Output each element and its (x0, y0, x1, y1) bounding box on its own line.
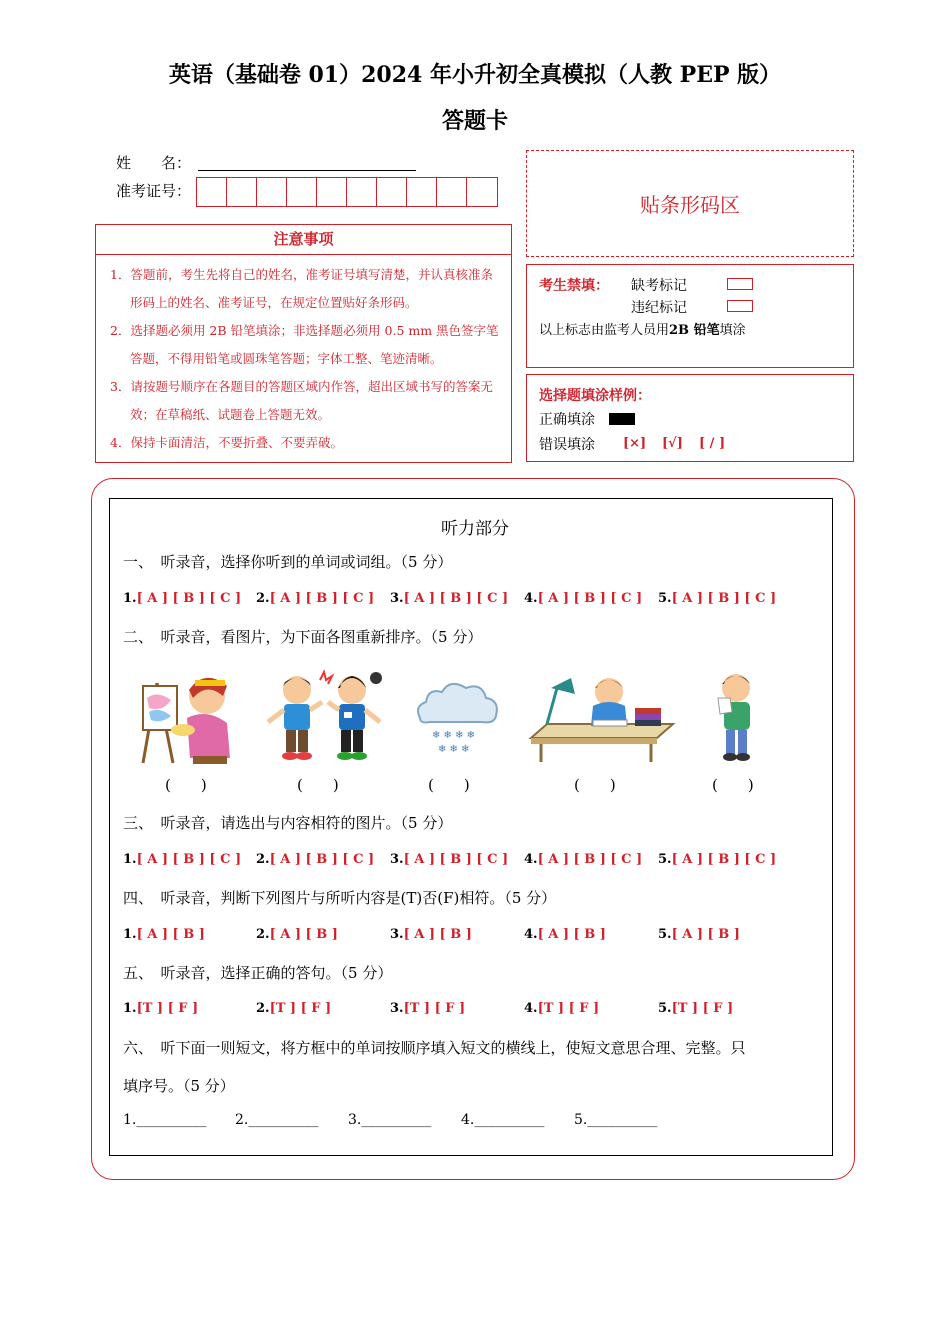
blank-answer-3[interactable]: 3.__________ (348, 1112, 432, 1128)
id-digit-box[interactable] (467, 178, 497, 206)
notice-item: 2．选择题必须用 2B 铅笔填涂；非选择题必须用 0.5 mm 黑色签字笔答题，不得用铅笔或圆珠笔答题；字体工整、笔迹清晰。 (110, 323, 499, 366)
notice-title: 注意事项 (96, 225, 511, 255)
page-title: 英语（基础卷 01）2024 年小升初全真模拟（人教 PEP 版） (168, 62, 782, 88)
name-field[interactable] (198, 170, 416, 171)
q4-4-options[interactable]: 4.[ A ] [ B ] (524, 927, 606, 942)
id-digit-box[interactable] (197, 178, 227, 206)
wrong-mark: [ / ] (699, 436, 726, 451)
barcode-area (526, 150, 854, 257)
id-label: 准考证号： (116, 182, 192, 200)
section-3-title: 三、 听录音，请选出与内容相符的图片。（5 分） (123, 814, 453, 832)
q3-2-options[interactable]: 2.[ A ] [ B ] [ C ] (256, 852, 375, 867)
page-subtitle: 答题卡 (441, 108, 508, 134)
absent-label: 缺考标记 (631, 278, 687, 294)
violation-label: 违纪标记 (631, 300, 687, 316)
order-answer-4[interactable]: ( ) (574, 776, 616, 794)
svg-text:❄ ❄ ❄ ❄: ❄ ❄ ❄ ❄ (432, 730, 476, 741)
id-digit-box[interactable] (347, 178, 377, 206)
candidate-label: 考生禁填： (539, 278, 609, 294)
wrong-label: 错误填涂 (539, 437, 595, 453)
notice-item: 4．保持卡面清洁，不要折叠、不要弄破。 (110, 435, 343, 450)
q3-4-options[interactable]: 4.[ A ] [ B ] [ C ] (524, 852, 643, 867)
q4-1-options[interactable]: 1.[ A ] [ B ] (123, 927, 205, 942)
wrong-mark: [×] (623, 436, 647, 451)
q1-2-options[interactable]: 2.[ A ] [ B ] [ C ] (256, 591, 375, 606)
violation-checkbox[interactable] (727, 300, 753, 312)
order-answer-5[interactable]: ( ) (712, 776, 754, 794)
name-label: 姓 名： (116, 154, 192, 172)
painting-picture (135, 668, 240, 768)
blank-answer-5[interactable]: 5.__________ (574, 1112, 658, 1128)
q3-1-options[interactable]: 1.[ A ] [ B ] [ C ] (123, 852, 242, 867)
q1-5-options[interactable]: 5.[ A ] [ B ] [ C ] (658, 591, 777, 606)
q5-5-options[interactable]: 5.[T ] [ F ] (658, 1001, 734, 1016)
wrong-mark: [√] (662, 436, 683, 451)
q5-2-options[interactable]: 2.[T ] [ F ] (256, 1001, 332, 1016)
order-answer-1[interactable]: ( ) (165, 776, 207, 794)
candidate-note-post: 填涂 (719, 323, 746, 338)
q5-1-options[interactable]: 1.[T ] [ F ] (123, 1001, 199, 1016)
svg-text:❄ ❄ ❄: ❄ ❄ ❄ (438, 744, 470, 755)
candidate-box (526, 264, 854, 368)
id-digit-box[interactable] (287, 178, 317, 206)
section-5-title: 五、 听录音，选择正确的答句。（5 分） (123, 964, 393, 982)
id-digit-box[interactable] (377, 178, 407, 206)
q1-1-options[interactable]: 1.[ A ] [ B ] [ C ] (123, 591, 242, 606)
q1-4-options[interactable]: 4.[ A ] [ B ] [ C ] (524, 591, 643, 606)
section-4-title: 四、 听录音，判断下列图片与所听内容是(T)否(F)相符。（5 分） (123, 889, 557, 907)
order-answer-2[interactable]: ( ) (297, 776, 339, 794)
order-answer-3[interactable]: ( ) (428, 776, 470, 794)
studying-picture (527, 668, 677, 764)
id-digit-box[interactable] (317, 178, 347, 206)
q1-3-options[interactable]: 3.[ A ] [ B ] [ C ] (390, 591, 509, 606)
section-6-title: 六、 听下面一则短文，将方框中的单词按顺序填入短文的横线上，使短文意思合理、完整。只 (123, 1039, 746, 1057)
blank-answer-2[interactable]: 2.__________ (235, 1112, 319, 1128)
section-6-title-cont: 填序号。（5 分） (123, 1077, 235, 1095)
correct-label: 正确填涂 (539, 412, 595, 428)
fill-sample-box (526, 374, 854, 462)
notice-item: 1．答题前，考生先将自己的姓名，准考证号填写清楚，并认真核准条形码上的姓名、准考证号，在规定位置贴好条形码。 (110, 267, 493, 310)
q4-2-options[interactable]: 2.[ A ] [ B ] (256, 927, 338, 942)
id-number-boxes[interactable] (196, 177, 498, 207)
q4-5-options[interactable]: 5.[ A ] [ B ] (658, 927, 740, 942)
barcode-label: 贴条形码区 (640, 193, 740, 217)
id-digit-box[interactable] (257, 178, 287, 206)
q3-5-options[interactable]: 5.[ A ] [ B ] [ C ] (658, 852, 777, 867)
listening-title: 听力部分 (441, 519, 509, 539)
id-digit-box[interactable] (437, 178, 467, 206)
boys-arguing-picture (262, 668, 392, 764)
id-digit-box[interactable] (407, 178, 437, 206)
id-digit-box[interactable] (227, 178, 257, 206)
absent-checkbox[interactable] (727, 278, 753, 290)
section-1-title: 一、 听录音，选择你听到的单词或词组。（5 分） (123, 553, 453, 571)
notice-item: 3．请按题号顺序在各题目的答题区域内作答，超出区域书写的答案无效；在草稿纸、试题卷上答题无效。 (110, 379, 493, 422)
sick-boy-picture (708, 668, 768, 764)
blank-answer-1[interactable]: 1.__________ (123, 1112, 207, 1128)
candidate-note-bold: 2B 铅笔 (669, 323, 720, 338)
q3-3-options[interactable]: 3.[ A ] [ B ] [ C ] (390, 852, 509, 867)
q5-4-options[interactable]: 4.[T ] [ F ] (524, 1001, 600, 1016)
snow-cloud-picture (410, 676, 505, 756)
notice-box (95, 224, 512, 463)
q5-3-options[interactable]: 3.[T ] [ F ] (390, 1001, 466, 1016)
correct-fill-sample (609, 413, 635, 425)
q4-3-options[interactable]: 3.[ A ] [ B ] (390, 927, 472, 942)
candidate-note-pre: 以上标志由监考人员用 (539, 323, 670, 338)
candidate-note (539, 319, 746, 338)
blank-answer-4[interactable]: 4.__________ (461, 1112, 545, 1128)
sample-label: 选择题填涂样例： (539, 388, 651, 404)
section-2-title: 二、 听录音，看图片，为下面各图重新排序。（5 分） (123, 628, 483, 646)
